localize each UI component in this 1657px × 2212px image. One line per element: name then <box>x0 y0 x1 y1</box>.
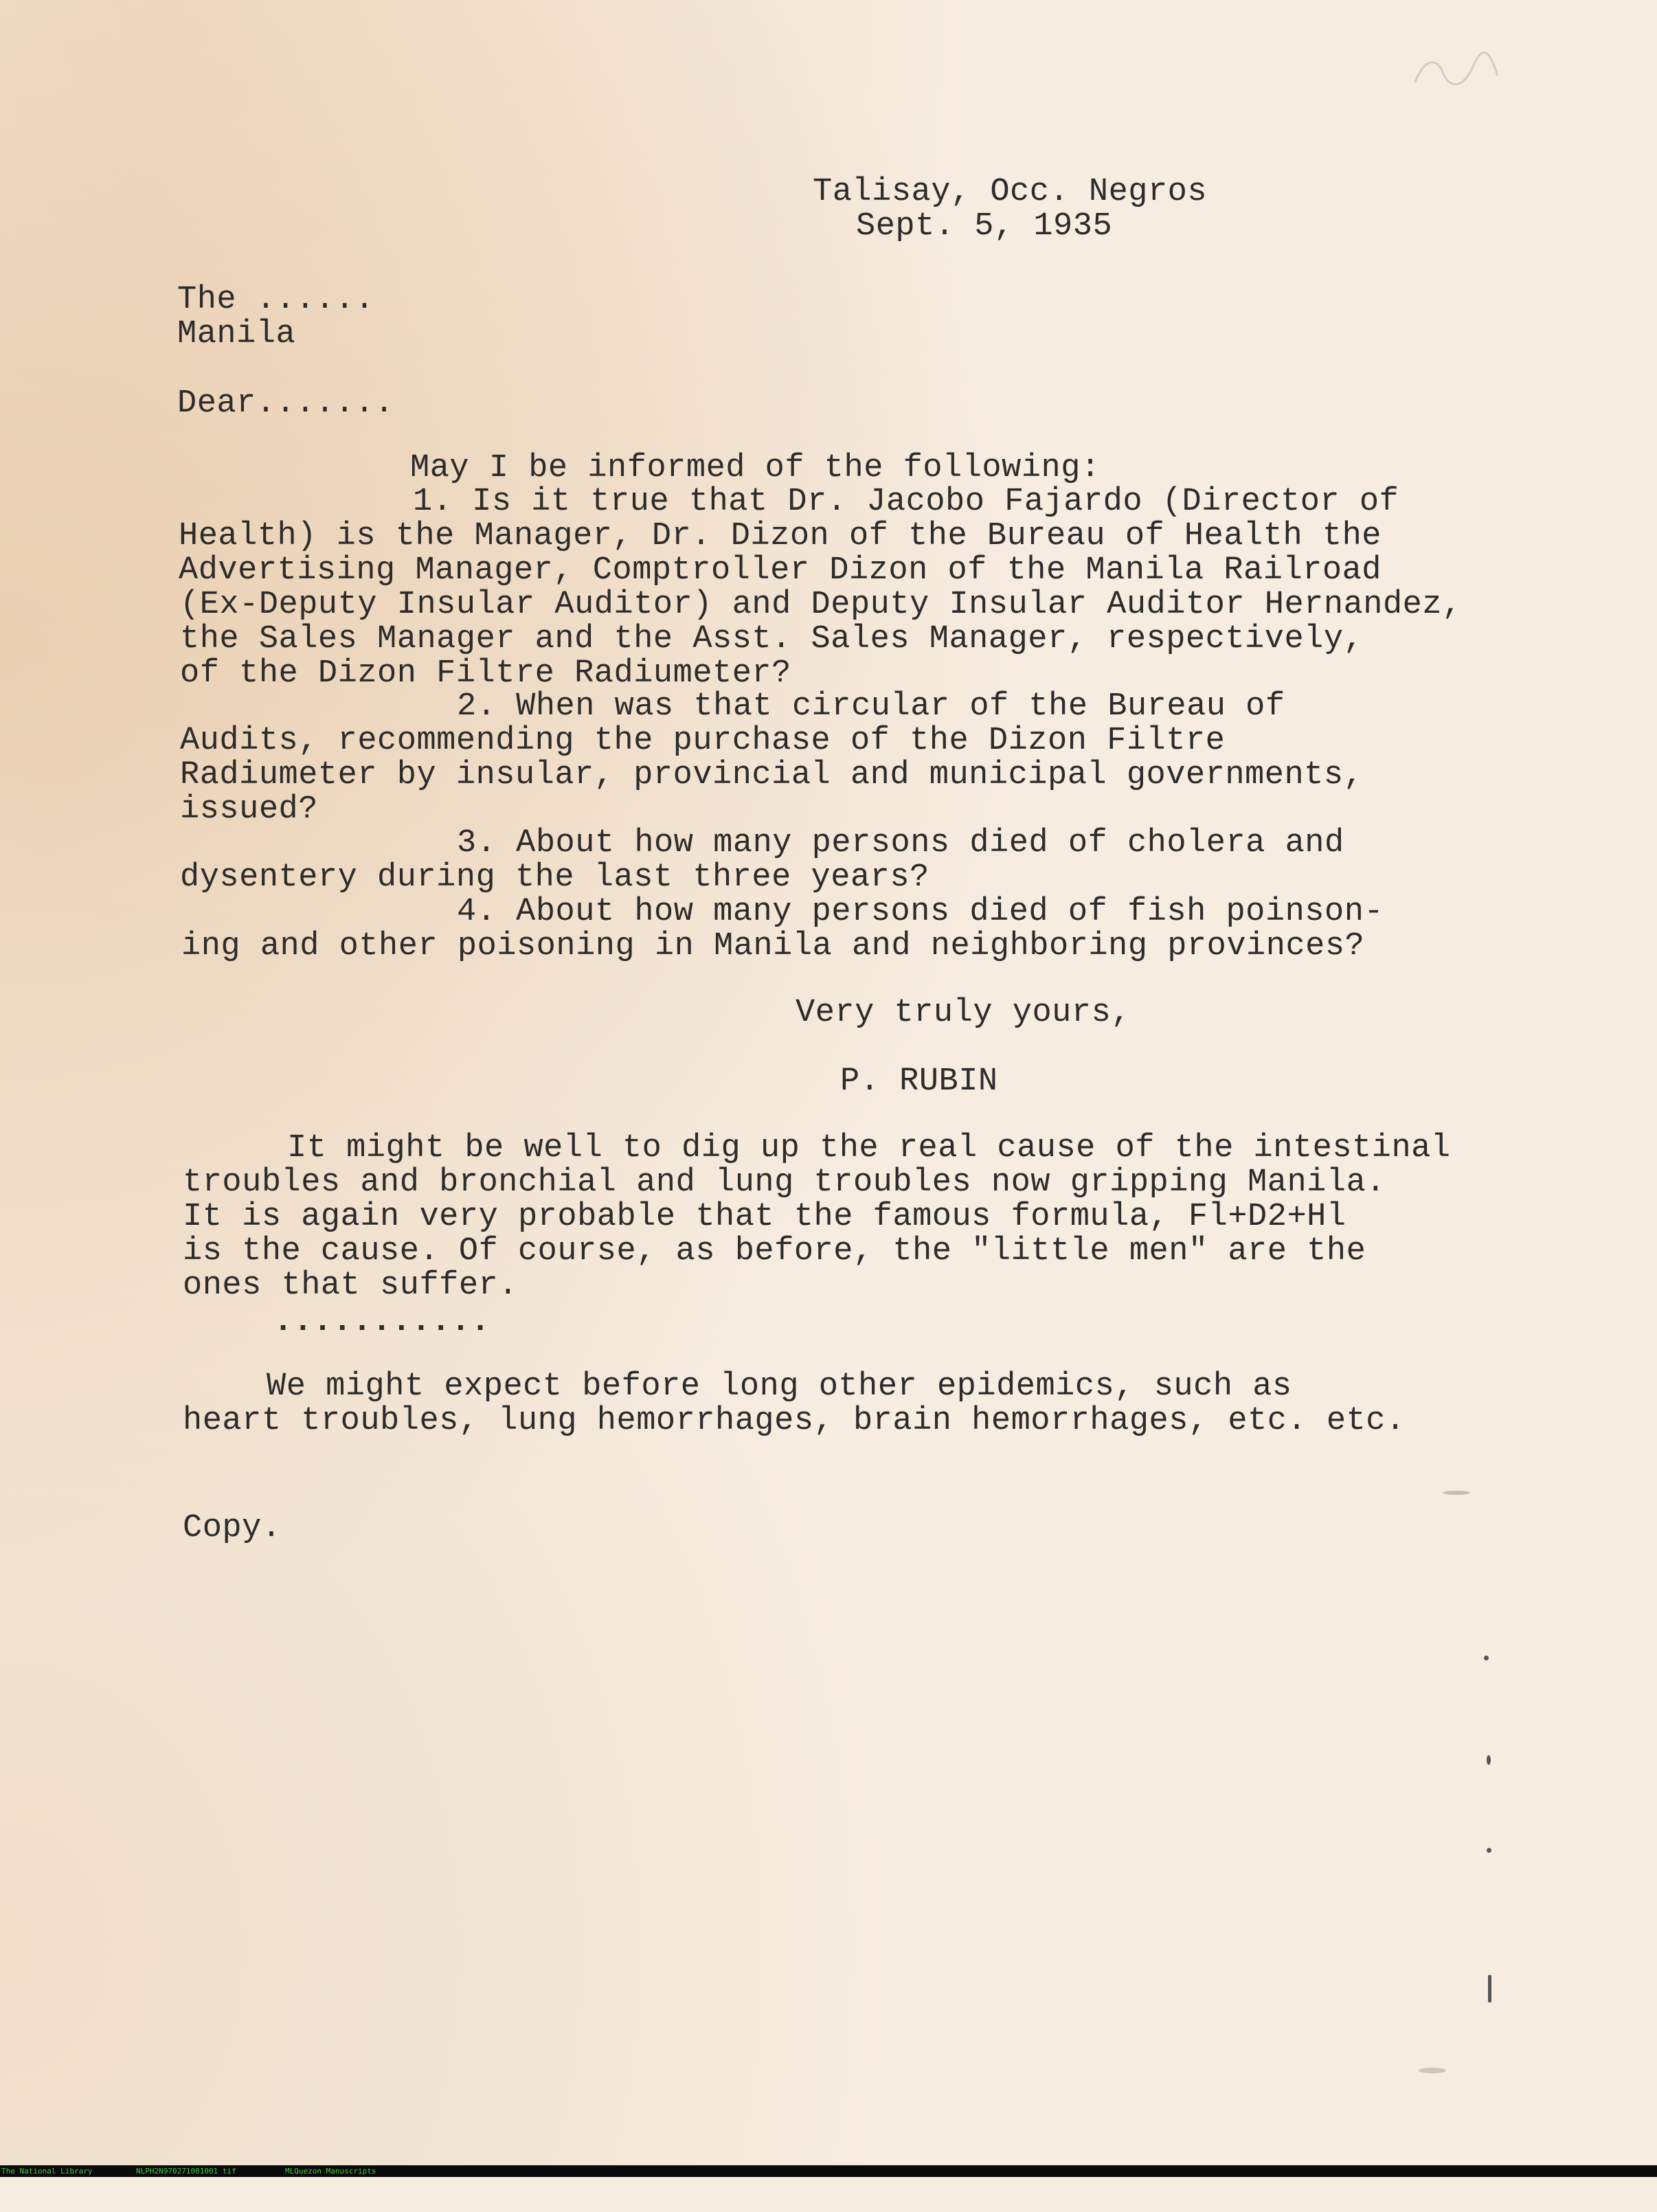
question-1-line-3: Advertising Manager, Comptroller Dizon of the Manila Railroad <box>179 552 1382 589</box>
closing: Very truly yours, <box>796 995 1131 1031</box>
paper-speck <box>1488 1975 1491 2002</box>
note-1-line-4: is the cause. Of course, as before, the "little men" are the <box>183 1233 1366 1269</box>
faint-handwritten-mark <box>1408 41 1504 103</box>
paper-speck <box>1484 1656 1489 1660</box>
signature-name: P. RUBIN <box>840 1063 998 1100</box>
footer-library: The National Library <box>1 2167 93 2176</box>
question-2-line-4: issued? <box>180 791 318 828</box>
letter-date: Sept. 5, 1935 <box>856 208 1113 245</box>
question-1-line-1: 1. Is it true that Dr. Jacobo Fajardo (Director of <box>413 484 1399 520</box>
footer-collection: MLQuezon Manuscripts <box>285 2167 376 2176</box>
intro-line: May I be informed of the following: <box>410 450 1101 486</box>
paper-speck <box>1487 1755 1491 1765</box>
question-2-line-1: 2. When was that circular of the Bureau of <box>457 688 1285 725</box>
question-1-line-2: Health) is the Manager, Dr. Dizon of the Bureau of Health the <box>179 518 1382 554</box>
salutation: Dear....... <box>177 385 394 422</box>
copy-mark: Copy. <box>183 1510 282 1546</box>
question-1-line-6: of the Dizon Filtre Radiumeter? <box>180 655 791 692</box>
footer-file: NLPH2N970271001001 tif <box>136 2167 236 2176</box>
question-1-line-5: the Sales Manager and the Asst. Sales Manager, respectively, <box>180 621 1364 657</box>
paper-speck <box>1443 1491 1470 1495</box>
question-1-line-4: (Ex-Deputy Insular Auditor) and Deputy Insular Auditor Hernandez, <box>180 587 1462 623</box>
note-1-line-2: troubles and bronchial and lung troubles now gripping Manila. <box>183 1164 1386 1201</box>
paper-speck <box>1419 2068 1446 2073</box>
note-1-line-1: It might be well to dig up the real cause of the intestinal <box>287 1130 1451 1166</box>
question-3-line-1: 3. About how many persons died of cholera and <box>457 825 1344 861</box>
addressee-line-1: The ...... <box>177 282 375 318</box>
question-4-line-2: ing and other poisoning in Manila and neighboring provinces? <box>181 928 1365 964</box>
question-2-line-2: Audits, recommending the purchase of the Dizon Filtre <box>180 723 1226 759</box>
paper-speck <box>1487 1848 1491 1853</box>
letter-place: Talisay, Occ. Negros <box>813 174 1208 210</box>
note-1-line-3: It is again very probable that the famous formula, Fl+D2+Hl <box>183 1199 1346 1235</box>
separator-dots: ........... <box>273 1304 491 1340</box>
question-3-line-2: dysentery during the last three years? <box>180 859 929 896</box>
note-2-line-1: We might expect before long other epidemics, such as <box>267 1368 1292 1405</box>
scan-footer-bar <box>0 2165 1657 2177</box>
addressee-line-2: Manila <box>177 316 296 352</box>
note-1-line-5: ones that suffer. <box>183 1267 518 1304</box>
note-2-line-2: heart troubles, lung hemorrhages, brain hemorrhages, etc. etc. <box>183 1403 1406 1439</box>
question-4-line-1: 4. About how many persons died of fish poinson- <box>457 894 1384 930</box>
question-2-line-3: Radiumeter by insular, provincial and municipal governments, <box>180 757 1364 793</box>
